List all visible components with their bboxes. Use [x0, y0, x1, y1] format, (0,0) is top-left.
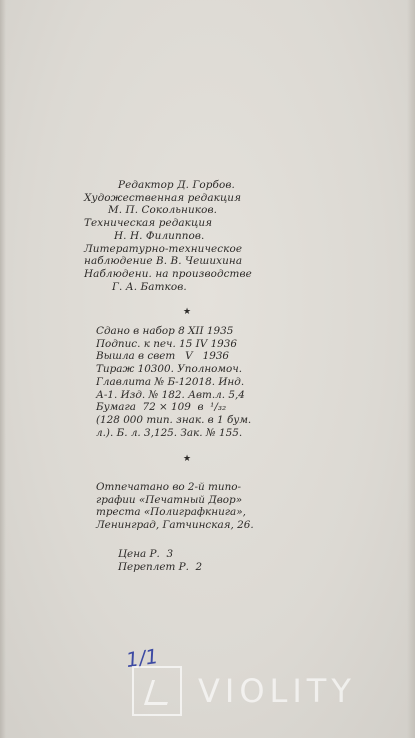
printer-line: графии «Печатный Двор» — [96, 493, 243, 506]
watermark — [132, 666, 402, 718]
credit-line: наблюдение В. В. Чешихина — [84, 255, 243, 268]
print-detail-line: Бумага 72 × 109 в ¹/₃₂ — [96, 401, 227, 414]
separator-star-icon: ★ — [183, 307, 192, 317]
watermark-text: VIOLITY — [198, 672, 356, 710]
credit-line: Г. А. Батков. — [112, 280, 187, 293]
print-detail-line: А-1. Изд. № 182. Авт.л. 5,4 — [96, 388, 245, 401]
handwritten-note: 1/1 — [124, 643, 160, 673]
price-line: Цена Р. 3 — [118, 548, 174, 560]
page-left-edge-shadow — [0, 0, 6, 738]
price-block — [118, 548, 268, 573]
violity-logo-icon — [132, 666, 182, 716]
printer-line: Ленинград, Гатчинская, 26. — [96, 519, 254, 532]
binding-price-line: Переплет Р. 2 — [118, 560, 203, 573]
credit-line: Н. Н. Филиппов. — [114, 229, 205, 242]
credit-line: М. П. Сокольников. — [108, 204, 217, 217]
printer-line: треста «Полиграфкнига», — [96, 506, 246, 519]
separator-star-icon: ★ — [183, 454, 192, 464]
print-details-block — [96, 325, 296, 439]
print-detail-line: Вышла в свет V 1936 — [96, 350, 230, 363]
print-detail-line: Главлита № Б-12018. Инд. — [96, 375, 245, 388]
print-detail-line: л.). Б. л. 3,125. Зак. № 155. — [96, 426, 243, 439]
print-detail-line: (128 000 тип. знак. в 1 бум. — [96, 413, 252, 426]
page-right-edge-shadow — [407, 0, 415, 738]
print-detail-line: Подпис. к печ. 15 IV 1936 — [96, 337, 238, 350]
credit-line: Литературно-техническое — [84, 242, 243, 255]
credit-line: Редактор Д. Горбов. — [118, 179, 235, 191]
printer-line: Отпечатано во 2-й типо- — [96, 481, 242, 493]
credit-line: Наблюдени. на производстве — [84, 267, 252, 280]
credit-line: Техническая редакция — [84, 217, 213, 230]
credit-line: Художественная редакция — [84, 191, 242, 204]
credits-block — [84, 179, 304, 293]
print-detail-line: Тираж 10300. Уполномоч. — [96, 363, 243, 376]
print-detail-line: Сдано в набор 8 XII 1935 — [96, 325, 234, 337]
printer-block — [96, 481, 296, 532]
